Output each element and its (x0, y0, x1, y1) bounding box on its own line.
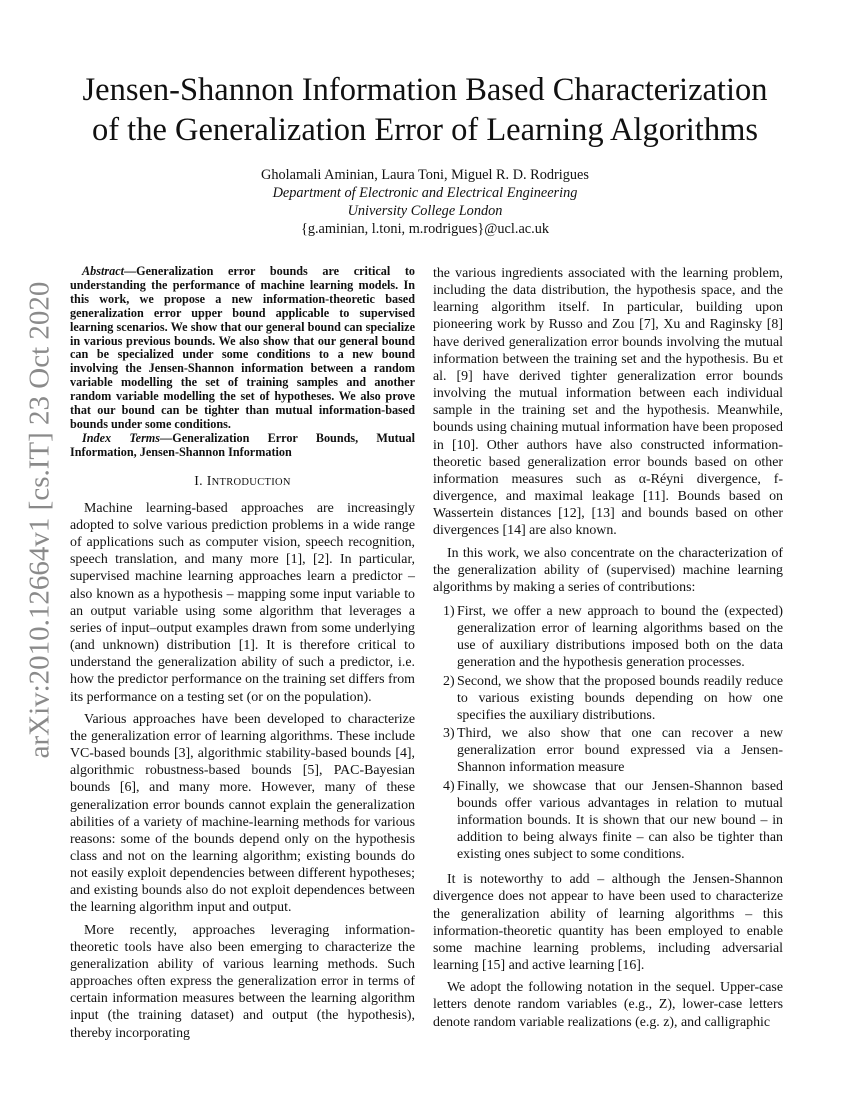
university: University College London (347, 203, 503, 219)
arxiv-identifier: arXiv:2010.12664v1 [cs.IT] 23 Oct 2020 (23, 281, 56, 759)
paragraph: the various ingredients associated with the learning problem, including the data distribution, the hypothesis space, and the learning algorithm itself. In particular, building upon pioneering work by Russo and Zou [7], Xu and Raginsky [8] have derived generalization error bounds involving the mutual information between the training set and the hypothesis. Bu et al. [9] have derived tighter generalization error bounds involving the mutual information between each individual sample in the training set and the hypothesis. Meanwhile, bounds using chaining mutual information have been proposed in [10]. Other authors have also constructed information-theoretic based generalization error bounds based on other information measures such as α-Réyni divergence, f-divergence, and maximal leakage [11]. Bounds based on Wassertein distances [12], [13] and bounds based on other divergences [14] are also known. (433, 266, 783, 539)
abstract-text: —Generalization error bounds are critical to understanding the performance of machine learning models. In this work, we propose a new information-theoretic based generalization error upper bound applicable to supervised learning scenarios. We show that our general bound can specialize in various previous bounds. We also show that our general bound can be specialized under some conditions to a new bound involving the Jensen-Shannon information between a random variable modelling the set of training samples and another random variable modelling the set of hypotheses. We also prove that our bound can be tighter than mutual information-based bounds under some conditions. (70, 264, 415, 431)
author-block (40, 166, 810, 238)
left-column (70, 265, 415, 1042)
paragraph: More recently, approaches leveraging information-theoretic tools have also been emerging to characterize the generalization ability of various learning methods. Such approaches often express the generalization error in terms of certain information measures between the learning algorithm input (the training dataset) and output (the hypothesis), thereby incorporating (70, 922, 415, 1041)
title-line-2: of the Generalization Error of Learning Algorithms (91, 112, 759, 148)
index-terms-text: —Generalization Error Bounds, Mutual Information, Jensen-Shannon Information (70, 430, 415, 459)
section-initial: I (206, 473, 212, 489)
list-number: 4) (443, 778, 455, 794)
list-number: 1) (443, 603, 455, 619)
list-item (433, 673, 783, 724)
section-heading (70, 473, 415, 491)
list-item (433, 603, 783, 672)
title-line-1: Jensen-Shannon Information Based Characterization (82, 72, 768, 108)
abstract (70, 265, 415, 432)
contribution-list (433, 603, 783, 863)
index-terms (70, 432, 415, 460)
paragraph: In this work, we also concentrate on the characterization of the generalization ability of (supervised) machine learning algorithms by making a series of contributions: (433, 545, 783, 595)
section-numeral: I. (194, 473, 207, 489)
author-emails: {g.aminian, l.toni, m.rodrigues}@ucl.ac.uk (300, 221, 550, 237)
list-number: 2) (443, 673, 455, 689)
paragraph: Various approaches have been developed to characterize the generalization error of learning algorithms. These include VC-based bounds [3], algorithmic stability-based bounds [4], algorithmic robustness-based bounds [5], PAC-Bayesian bounds [6], and many more. However, many of these generalization error bounds cannot explain the generalization abilities of a variety of machine-learning methods for various reasons: some of the bounds depend only on the hypothesis class and not on the learning algorithm; existing bounds do not easily exploit dependencies between different hypotheses; and existing bounds also do not exploit dependences between the learning algorithm input and output. (70, 711, 415, 916)
author-names: Gholamali Aminian, Laura Toni, Miguel R. D. Rodrigues (261, 167, 589, 183)
arxiv-sidebar (0, 270, 60, 770)
list-item (433, 725, 783, 776)
index-terms-label: Index Terms (82, 430, 161, 445)
list-text: Finally, we showcase that our Jensen-Shannon based bounds offer various advantages in relation to mutual information bounds. It is shown that our new bound – in addition to being always finite – can also be tighter than existing ones subject to some conditions. (457, 778, 783, 863)
list-number: 3) (443, 726, 455, 742)
list-text: First, we offer a new approach to bound the (expected) generalization error of learning algorithms based on the use of auxiliary distributions imposed both on the data generation and the hypothesis generation processes. (457, 603, 783, 671)
paper-title (40, 70, 810, 150)
section-rest: NTRODUCTION (211, 476, 291, 488)
list-text: Second, we show that the proposed bounds readily reduce to various existing bounds depending on how one specifies the auxiliary distributions. (457, 673, 783, 723)
right-column (433, 265, 783, 1031)
list-item (433, 778, 783, 864)
department: Department of Electronic and Electrical Engineering (272, 185, 578, 201)
paragraph: It is noteworthy to add – although the Jensen-Shannon divergence does not appear to have been used to characterize the generalization ability of learning algorithms – this information-theoretic quantity has been employed to enable some machine learning problems, including adversarial learning [15] and active learning [16]. (433, 872, 783, 974)
paragraph: We adopt the following notation in the sequel. Upper-case letters denote random variables (e.g., Z), lower-case letters denote random variable realizations (e.g. z), and calligraphic (433, 980, 783, 1030)
list-text: Third, we also show that one can recover a new generalization error bound expressed via a Jensen-Shannon information measure (457, 726, 783, 776)
paragraph: Machine learning-based approaches are increasingly adopted to solve various prediction problems in a wide range of applications such as computer vision, speech recognition, speech translation, and many more [1], [2]. In particular, supervised machine learning approaches learn a predictor – also known as a hypothesis – mapping some input variable to an output variable using some algorithm that leverages a series of input–output examples drawn from some underlying (and unknown) distribution [1]. It is therefore critical to understand the generalization ability of such a predictor, i.e. how the predictor performance on the training set differs from its performance on a testing set (or on the population). (70, 500, 415, 705)
abstract-label: Abstract (82, 264, 124, 278)
